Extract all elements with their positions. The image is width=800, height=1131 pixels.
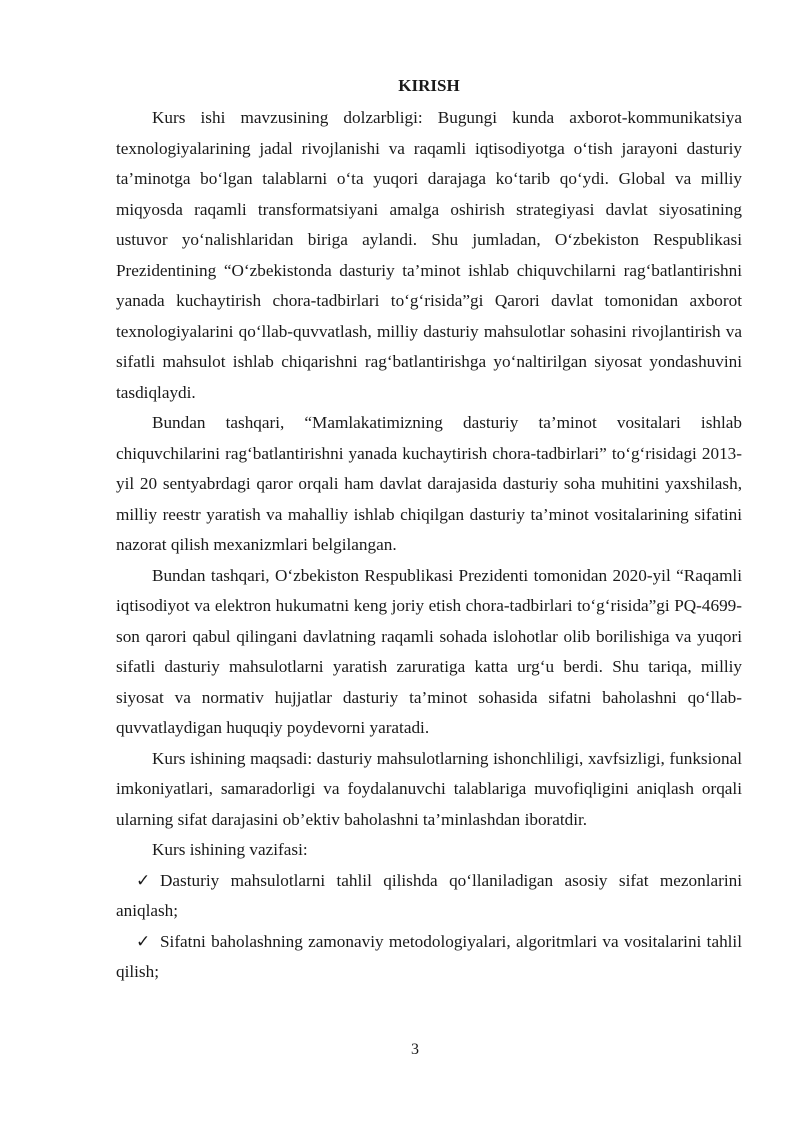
task-item-text: Dasturiy mahsulotlarni tahlil qilishda qo‘llaniladigan asosiy sifat mezonlarini aniqlash; bbox=[116, 870, 742, 920]
checkmark-icon: ✓ bbox=[136, 870, 151, 890]
paragraph-decree-2013: Bundan tashqari, “Mamlakatimizning dasturiy ta’minot vositalari ishlab chiquvchilarini rag‘batlantirishni yanada kuchaytirish chora-tadbirlari” to‘g‘risidagi 2013-yil 20 sentyabrdagi qaror orqali ham davlat darajasida dasturiy soha muhitini yaxshilash, milliy reestr yaratish va mahalliy ishlab chiqilgan dasturiy ta’minot vositalarining sifatini nazorat qilish mexanizmlari belgilangan. bbox=[116, 413, 742, 554]
paragraph-goal: Kurs ishining maqsadi: dasturiy mahsulotlarning ishonchliligi, xavfsizligi, funksional imkoniyatlari, samaradorligi va foydalanuvchi talablariga muvofiqligini aniqlash orqali ularning sifat darajasini ob’ektiv baholashni ta’minlashdan iboratdir. bbox=[116, 748, 742, 829]
section-title: KIRISH bbox=[398, 76, 460, 95]
paragraph-tasks-heading: Kurs ishining vazifasi: bbox=[152, 840, 308, 859]
paragraph-relevance: Kurs ishi mavzusining dolzarbligi: Bugungi kunda axborot-kommunikatsiya texnologiyalarining jadal rivojlanishi va raqamli iqtisodiyotga o‘tish jarayoni dasturiy ta’minotga bo‘lgan talablarni o‘ta yuqori darajaga ko‘tarib qo‘ydi. Global va milliy miqyosda raqamli transformatsiyani amalga oshirish strategiyasi davlat siyosatining ustuvor yo‘nalishlaridan biriga aylandi. Shu jumladan, O‘zbekiston Respublikasi Prezidentining “O‘zbekistonda dasturiy ta’minot ishlab chiquvchilarni rag‘batlantirishni yanada kuchaytirish chora-tadbirlari to‘g‘risida”gi Qarori davlat tomonidan axborot texnologiyalarini qo‘llab-quvvatlash, milliy dasturiy mahsulotlar sohasini rivojlantirish va sifatli mahsulot ishlab chiqarishni rag‘batlantirishga yo‘naltirilgan siyosat yondashuvini tasdiqlaydi. bbox=[116, 108, 742, 402]
task-item-text: Sifatni baholashning zamonaviy metodologiyalari, algoritmlari va vositalarini tahlil qilish; bbox=[116, 931, 742, 981]
task-item bbox=[116, 866, 742, 927]
checkmark-icon: ✓ bbox=[136, 931, 151, 951]
task-item bbox=[116, 927, 742, 988]
page-content bbox=[116, 72, 742, 988]
paragraph-decree-2020: Bundan tashqari, O‘zbekiston Respublikasi Prezidenti tomonidan 2020-yil “Raqamli iqtisodiyot va elektron hukumatni keng joriy etish chora-tadbirlari to‘g‘risida”gi PQ-4699-son qarori qabul qilingani davlatning raqamli sohada islohotlar olib borilishiga va yuqori sifatli dasturiy mahsulotlarni yaratish zaruratiga katta urg‘u berdi. Shu tariqa, milliy siyosat va normativ hujjatlar dasturiy ta’minot sohasida sifatni baholashni qo‘llab-quvvatlaydigan huquqiy poydevorni yaratadi. bbox=[116, 565, 742, 737]
page-number: 3 bbox=[411, 1041, 419, 1058]
